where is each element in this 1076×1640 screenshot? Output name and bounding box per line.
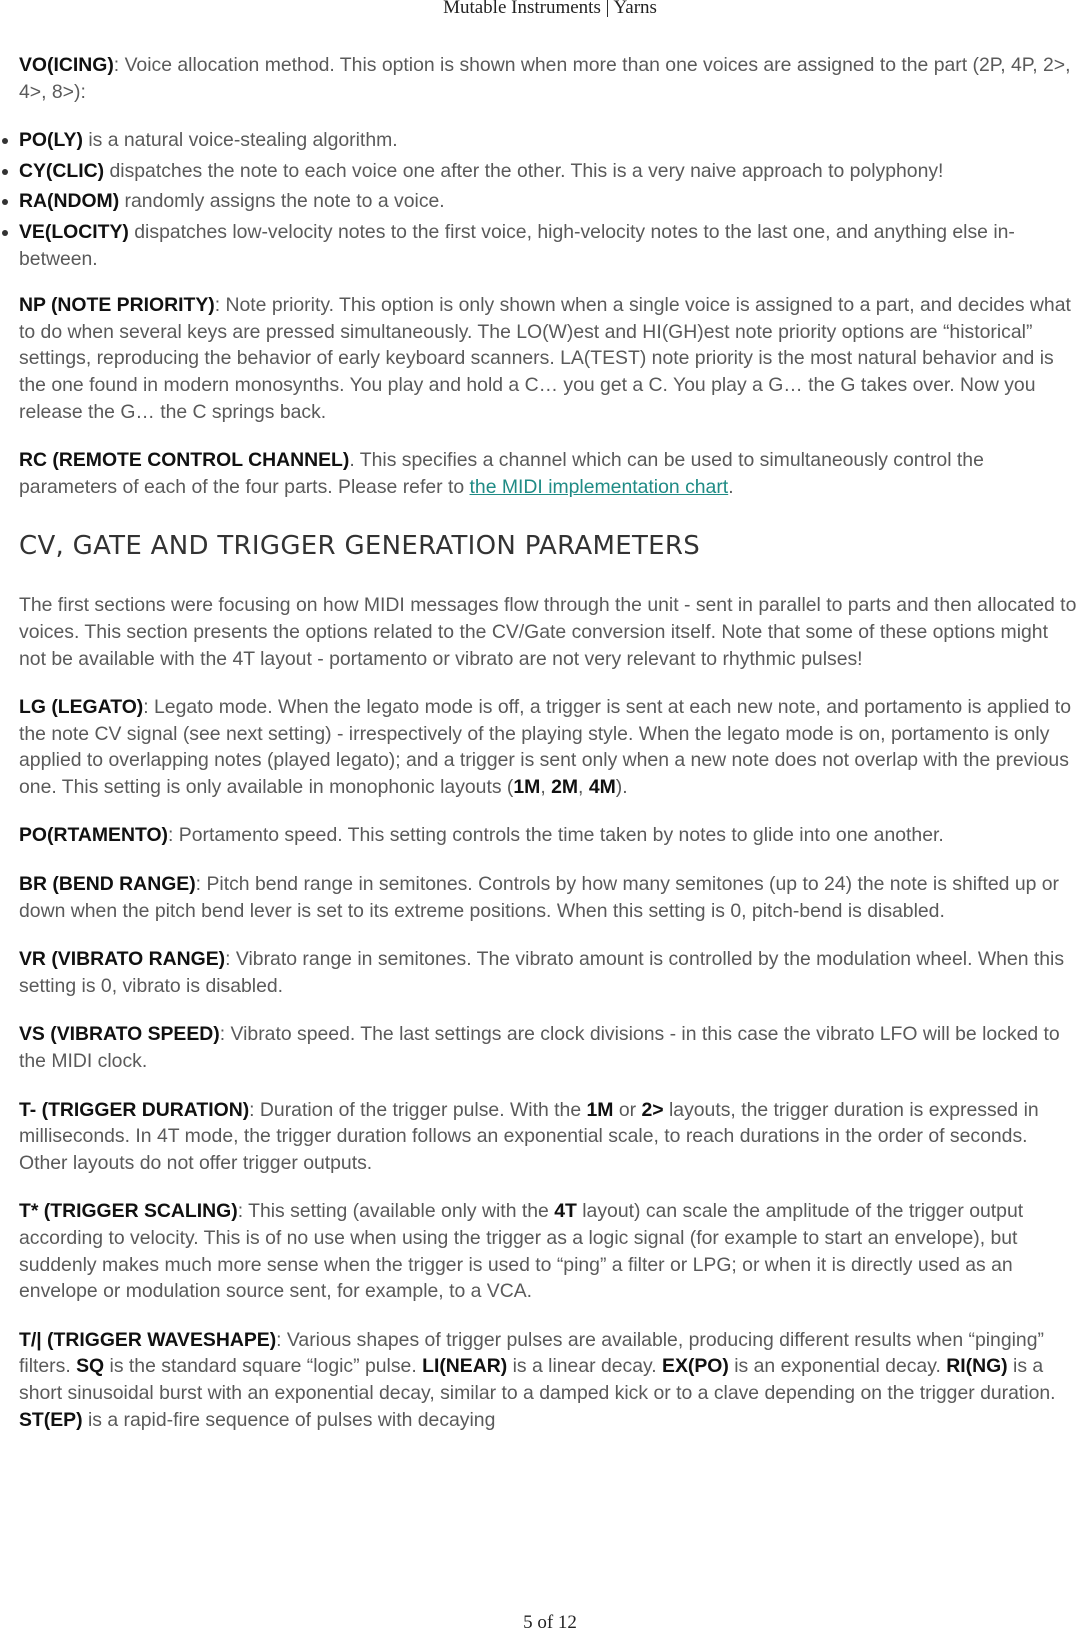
layout-2m: 2M — [551, 775, 579, 798]
trigger-waveshape-term: T/| (TRIGGER WAVESHAPE) — [19, 1328, 277, 1351]
trigger-scaling-paragraph — [19, 1198, 1076, 1304]
layout-4m: 4M — [588, 775, 616, 798]
waveshape-text: is an exponential decay. — [728, 1355, 947, 1378]
trigger-duration-text: or — [613, 1098, 642, 1121]
list-item — [19, 127, 1076, 154]
vibrato-speed-description: : Vibrato speed. The last settings are clock divisions - in this case the vibrato LFO will be locked to the MIDI clock. — [19, 1023, 1060, 1073]
vibrato-range-paragraph — [19, 946, 1076, 999]
option-description: dispatches the note to each voice one after the other. This is a very naive approach to polyphony! — [104, 159, 944, 182]
trigger-scaling-text: layout) can scale the amplitude of the trigger output according to velocity. This is of no use when using the trigger as a logic signal (for example to start an envelope), but suddenly makes much more sense when the trigger is used to “ping” a filter or LPG; or when it is directly used as an envelope or modulation source sent, for example, to a VCA. — [19, 1200, 1024, 1303]
option-description: dispatches low-velocity notes to the first voice, high-velocity notes to the last one, and anything else in-between. — [19, 220, 1015, 270]
remote-control-description: . This specifies a channel which can be used to simultaneously control the parameters of each of the four parts. Please refer to — [19, 449, 984, 498]
section-heading: CV, GATE AND TRIGGER GENERATION PARAMETERS — [19, 531, 701, 562]
option-term: RA(NDOM) — [19, 190, 120, 213]
trigger-duration-term: T- (TRIGGER DURATION) — [19, 1098, 250, 1121]
document-content — [19, 52, 1076, 1455]
layout-2-arrow: 2> — [641, 1098, 664, 1121]
note-priority-term: NP (NOTE PRIORITY) — [19, 294, 215, 317]
midi-implementation-chart-link[interactable]: the MIDI implementation chart — [469, 475, 729, 498]
list-item — [19, 219, 1076, 272]
layout-1m: 1M — [513, 775, 541, 798]
voicing-description: : Voice allocation method. This option is shown when more than one voices are assigned to the part (2P, 4P, 2>, 4>, 8>): — [19, 54, 1071, 103]
portamento-paragraph — [19, 822, 1076, 849]
waveshape-sq: SQ — [76, 1355, 105, 1378]
legato-description: : Legato mode. When the legato mode is off, a trigger is sent at each new note, and portamento is applied to the note CV signal (see next setting) - irrespectively of the playing style. When the legato mode is on, portamento is only applied to overlapping notes (played legato); and a trigger is sent only when a new note does not overlap with the previous one. This setting is only available in monophonic layouts ( — [19, 696, 1071, 798]
bend-range-term: BR (BEND RANGE) — [19, 873, 196, 896]
waveshape-text: is a short sinusoidal burst with an exponential decay, similar to a damped kick or to a clave depending on the trigger duration. — [19, 1355, 1056, 1404]
vibrato-range-description: : Vibrato range in semitones. The vibrato amount is controlled by the modulation wheel. When this setting is 0, vibrato is disabled. — [19, 948, 1065, 997]
portamento-description: : Portamento speed. This setting controls the time taken by notes to glide into one another. — [168, 824, 944, 847]
option-term: VE(LOCITY) — [19, 220, 129, 243]
legato-term: LG (LEGATO) — [19, 696, 144, 719]
waveshape-step: ST(EP) — [19, 1408, 83, 1431]
separator: , — [540, 775, 552, 798]
page-footer: 5 of 12 — [523, 1612, 577, 1633]
layout-4t: 4T — [554, 1200, 577, 1223]
option-term: CY(CLIC) — [19, 159, 105, 182]
trigger-duration-text: : Duration of the trigger pulse. With the — [249, 1098, 587, 1121]
layout-1m: 1M — [586, 1098, 614, 1121]
page-header: Mutable Instruments | Yarns — [443, 0, 657, 18]
waveshape-ring: RI(NG) — [946, 1355, 1008, 1378]
waveshape-expo: EX(PO) — [662, 1355, 729, 1378]
trigger-duration-paragraph — [19, 1097, 1076, 1177]
list-item — [19, 188, 1076, 215]
option-description: randomly assigns the note to a voice. — [119, 190, 445, 213]
punctuation: . — [728, 475, 734, 498]
waveshape-text: is a linear decay. — [507, 1355, 663, 1378]
waveshape-text: : Various shapes of trigger pulses are available, producing different results when “pinging” filters. — [19, 1328, 1044, 1378]
trigger-waveshape-paragraph — [19, 1327, 1076, 1433]
voicing-paragraph — [19, 52, 1076, 105]
option-term: PO(LY) — [19, 129, 83, 152]
list-item — [19, 158, 1076, 185]
note-priority-description: : Note priority. This option is only shown when a single voice is assigned to a part, and decides what to do when several keys are pressed simultaneously. The LO(W)est and HI(GH)est note priority options are “historical” settings, reproducing the behavior of early keyboard scanners. LA(TEST) note priority is the most natural behavior and is the one found in modern monosynths. You play and hold a C… you get a C. You play a G… the G takes over. Now you release the G… the C springs back. — [19, 294, 1071, 423]
waveshape-linear: LI(NEAR) — [422, 1355, 508, 1378]
vibrato-speed-term: VS (VIBRATO SPEED) — [19, 1023, 220, 1046]
waveshape-text: is a rapid-fire sequence of pulses with decaying — [82, 1408, 496, 1431]
bend-range-description: : Pitch bend range in semitones. Controls by how many semitones (up to 24) the note is shifted up or down when the pitch bend lever is set to its extreme positions. When this setting is 0, pitch-bend is disabled. — [19, 873, 1060, 922]
note-priority-paragraph — [19, 292, 1076, 425]
voicing-term: VO(ICING) — [19, 54, 114, 76]
legato-paragraph — [19, 694, 1076, 800]
remote-control-paragraph — [19, 447, 1076, 500]
vibrato-range-term: VR (VIBRATO RANGE) — [19, 948, 226, 971]
separator: , — [578, 775, 589, 798]
waveshape-text: is the standard square “logic” pulse. — [104, 1355, 423, 1378]
trigger-scaling-text: : This setting (available only with the — [237, 1200, 555, 1223]
trigger-duration-text: layouts, the trigger duration is expressed in milliseconds. In 4T mode, the trigger duration follows an exponential scale, to reach durations in the order of seconds. Other layouts do not offer trigger outputs. — [19, 1098, 1039, 1174]
vibrato-speed-paragraph — [19, 1021, 1076, 1074]
punctuation: ). — [615, 775, 628, 798]
bend-range-paragraph — [19, 871, 1076, 924]
remote-control-term: RC (REMOTE CONTROL CHANNEL) — [19, 449, 350, 472]
intro-paragraph: The first sections were focusing on how MIDI messages flow through the unit - sent in parallel to parts and then allocated to voices. This section presents the options related to the CV/Gate conversion itself. Note that some of these options might not be available with the 4T layout - portamento or vibrato are not very relevant to rhythmic pulses! — [19, 594, 1076, 670]
portamento-term: PO(RTAMENTO) — [19, 824, 169, 847]
trigger-scaling-term: T* (TRIGGER SCALING) — [19, 1200, 238, 1223]
voicing-options-list — [19, 127, 1076, 272]
option-description: is a natural voice-stealing algorithm. — [82, 129, 398, 152]
